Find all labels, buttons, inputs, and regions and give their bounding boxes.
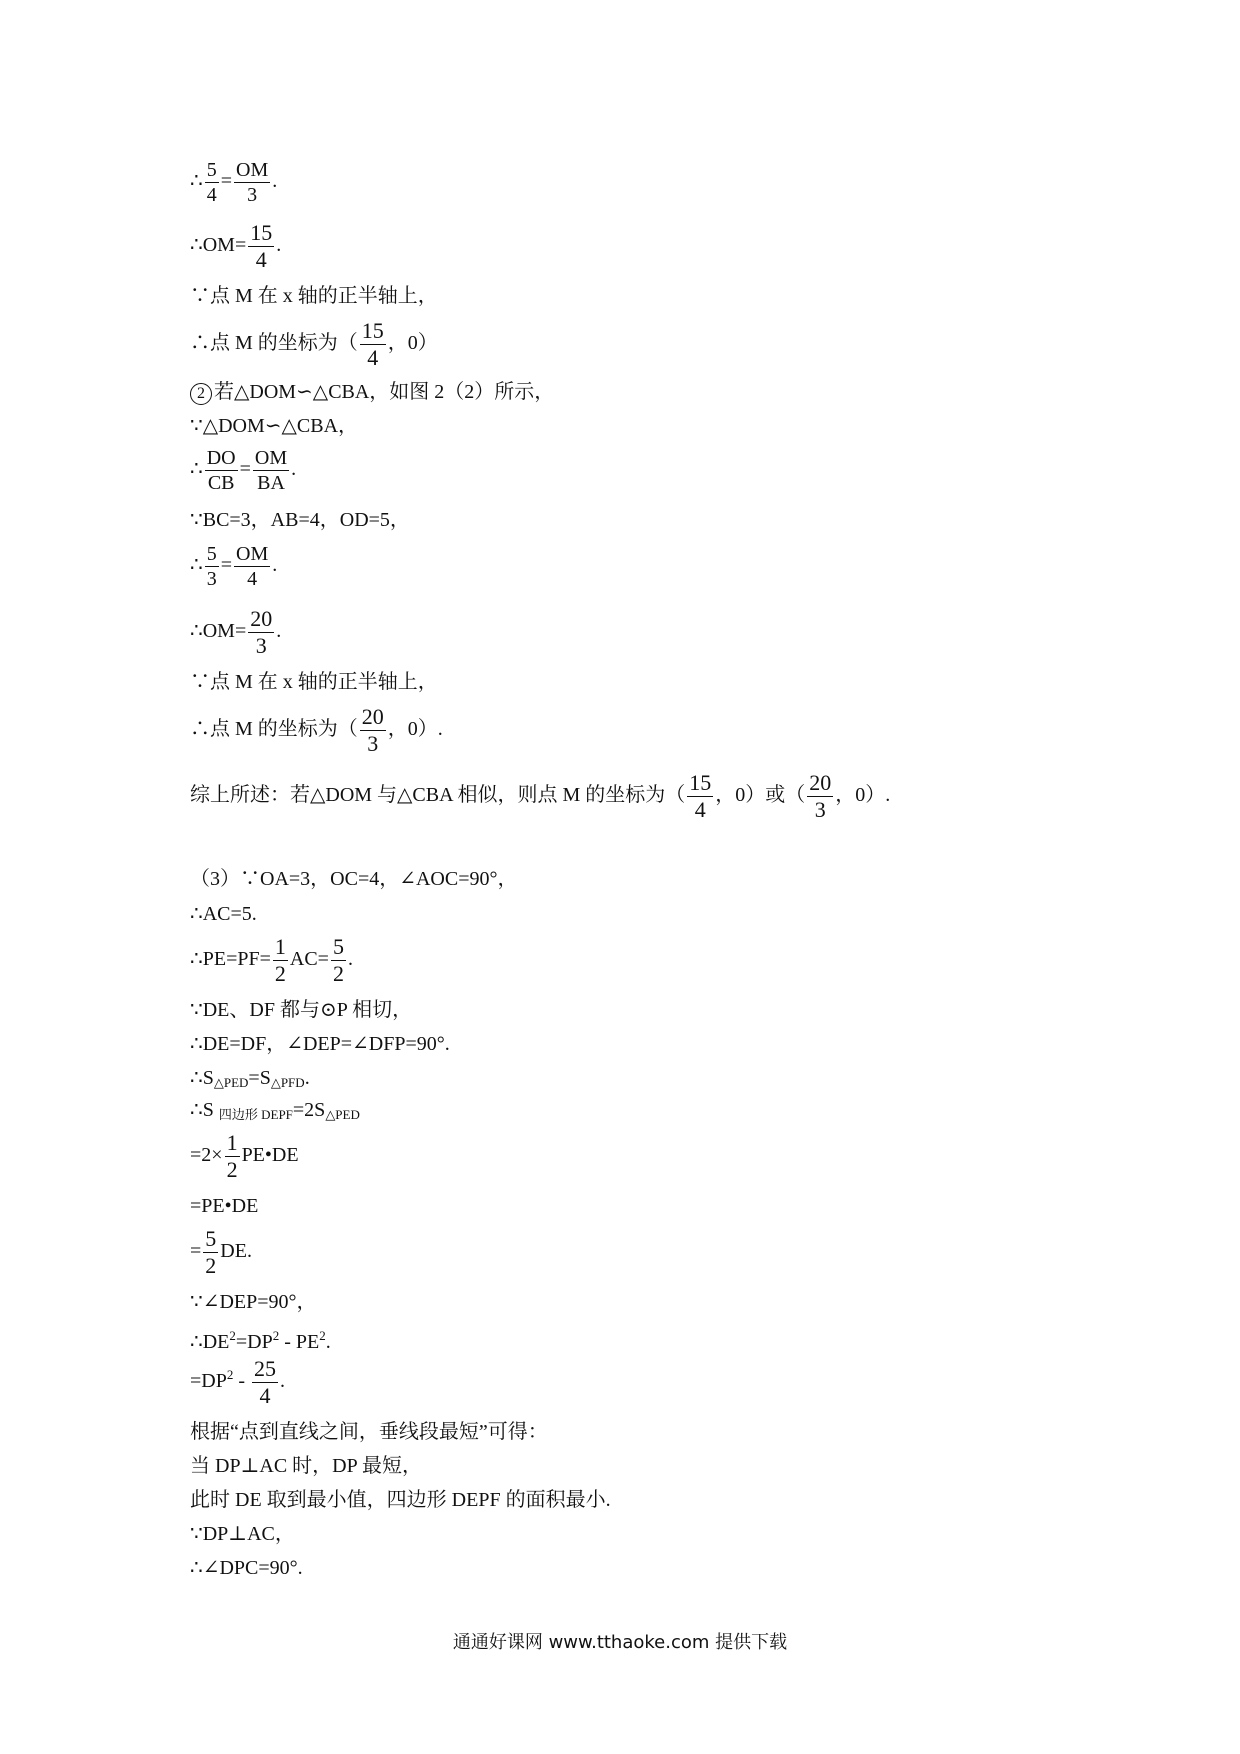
text-line: 当 DP⊥AC 时，DP 最短， (190, 1455, 422, 1477)
eq-ratio-1: ∴ $\frac{5}{4}$ = $\frac{OM}{3}$ . (190, 159, 278, 206)
text-line: ∵BC=3，AB=4，OD=5， (190, 509, 410, 531)
case-2-heading: 2 若△DOM∽△CBA，如图 2（2）所示， (190, 380, 554, 405)
eq-om-1: ∴OM= $\frac{15}{4}$ . (190, 220, 282, 272)
eq-step: =PE•DE (190, 1195, 259, 1217)
fraction: $\frac{15}{4}$ (250, 220, 273, 272)
eq-pythag: $\therefore DE^2=DP^2 - PE^2$. (190, 1328, 331, 1353)
eq-area-equal: $\therefore S_{\triangle PED}=S_{\triangle PFD}$. (190, 1067, 310, 1090)
page-footer: 通通好课网 www.tthaoke.com 提供下载 (452, 1632, 788, 1653)
eq-area-quad: ∴S $_{四边形 DEPF}=2S_{\triangle PED}$ (190, 1099, 360, 1122)
text-line: ∵点 M 在 x 轴的正半轴上， (190, 285, 438, 307)
text-line: ∴AC=5. (190, 903, 257, 925)
text-line: ∵△DOM∽△CBA， (190, 415, 359, 437)
eq-step: = $\frac{5}{2}$ DE. (190, 1226, 252, 1278)
fraction: $\frac{1}{2}$ (226, 1130, 238, 1182)
fraction: $\frac{5}{2}$ (332, 934, 344, 986)
text-line: ∴DE=DF，∠DEP=∠DFP=90°. (190, 1033, 450, 1055)
fraction: $\frac{25}{4}$ (254, 1356, 277, 1408)
eq-coord-2: ∴点 M 的坐标为（ $\frac{20}{3}$ ，0）. (190, 704, 443, 756)
fraction: $\frac{OM}{3}$ (236, 159, 269, 206)
eq-ratio-2: ∴ $\frac{DO}{CB}$ = $\frac{OM}{BA}$ . (190, 447, 297, 494)
fraction: $\frac{20}{3}$ (809, 770, 832, 822)
fraction: $\frac{DO}{CB}$ (206, 447, 236, 494)
eq-om-2: ∴OM= $\frac{20}{3}$ . (190, 606, 282, 658)
fraction: $\frac{20}{3}$ (250, 606, 273, 658)
fraction: $\frac{1}{2}$ (274, 934, 286, 986)
eq-ratio-3: ∴ $\frac{5}{3}$ = $\frac{OM}{4}$ . (190, 543, 278, 590)
fraction: $\frac{20}{3}$ (361, 704, 384, 756)
text-line: ∵DP⊥AC， (190, 1523, 295, 1545)
fraction: $\frac{15}{4}$ (689, 770, 712, 822)
text-line: 根据“点到直线之间，垂线段最短”可得： (190, 1421, 548, 1443)
fraction: $\frac{5}{2}$ (205, 1226, 217, 1278)
fraction: $\frac{OM}{4}$ (236, 543, 269, 590)
fraction: $\frac{15}{4}$ (361, 318, 384, 370)
part-3-heading: （3）∵OA=3，OC=4，∠AOC=90°， (190, 868, 518, 890)
eq-step: =2× $\frac{1}{2}$ PE•DE (190, 1130, 299, 1182)
eq-step: $=DP^2$ - $\frac{25}{4}$ . (190, 1356, 286, 1408)
text-line: ∵∠DEP=90°， (190, 1291, 317, 1313)
text-line: ∵点 M 在 x 轴的正半轴上， (190, 671, 438, 693)
eq-pe-pf: ∴PE=PF= $\frac{1}{2}$ AC= $\frac{5}{2}$ . (190, 934, 353, 986)
text-line: ∴∠DPC=90°. (190, 1557, 303, 1579)
text-line: 此时 DE 取到最小值，四边形 DEPF 的面积最小. (190, 1489, 611, 1511)
fraction: $\frac{5}{3}$ (206, 543, 217, 590)
circled-number: 2 (190, 383, 212, 405)
fraction: $\frac{OM}{BA}$ (254, 447, 288, 494)
fraction: $\frac{5}{4}$ (206, 159, 217, 206)
summary-line: 综上所述：若△DOM 与△CBA 相似，则点 M 的坐标为（ $\frac{15}{4}$ ，0）或（ $\frac{20}{3}$ ，0）. (190, 770, 891, 822)
text-line: ∵DE、DF 都与⊙P 相切， (190, 999, 413, 1021)
eq-coord-1: ∴点 M 的坐标为（ $\frac{15}{4}$ ，0） (190, 318, 438, 370)
